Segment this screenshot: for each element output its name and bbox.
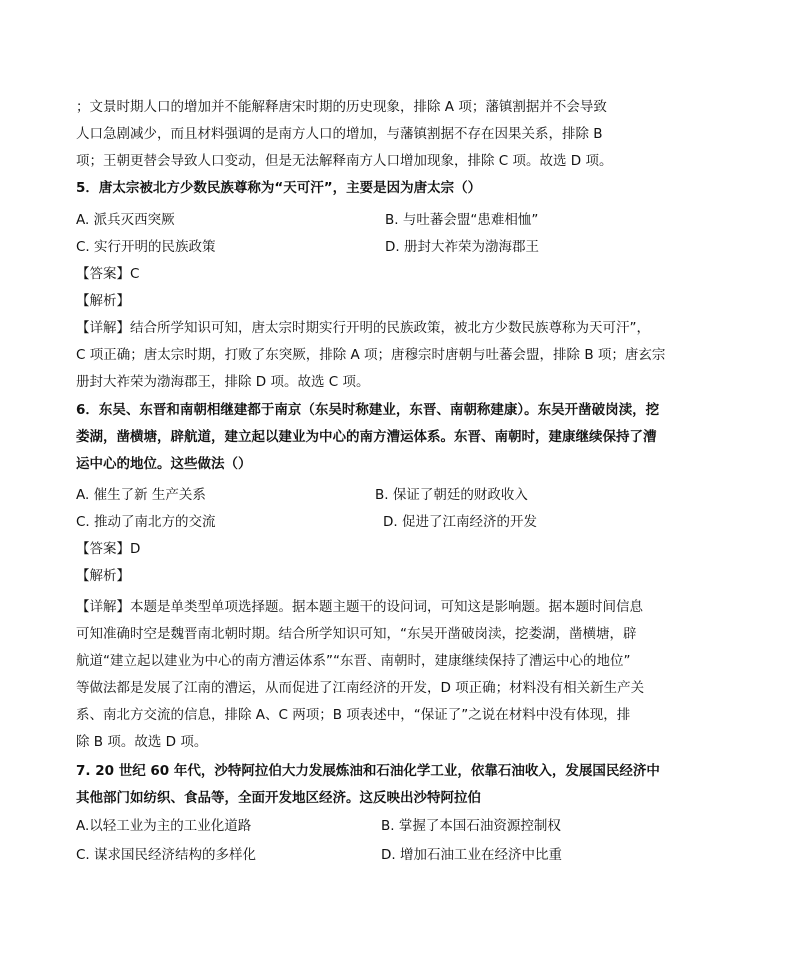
q5-option-c: C. 实行开明的民族政策: [76, 239, 216, 255]
q7-option-c: C. 谋求国民经济结构的多样化: [76, 847, 257, 863]
q6-option-a: A. 催生了新 生产关系: [76, 487, 206, 503]
q7-option-b: B. 掌握了本国石油资源控制权: [381, 818, 561, 834]
q5-option-a: A. 派兵灭西突厥: [76, 212, 175, 228]
q6-detail-line: 等做法都是发展了江南的漕运，从而促进了江南经济的开发，D 项正确；材料没有相关新生产关: [76, 680, 645, 696]
q7-option-a: A.以轻工业为主的工业化道路: [76, 818, 252, 834]
q6-detail-line: 【详解】本题是单类型单项选择题。据本题主题干的设问词，可知这是影响题。据本题时间信息: [76, 599, 643, 615]
q5-answer: 【答案】C: [76, 266, 140, 282]
q6-detail-line: 系、南北方交流的信息，排除 A、C 两项；B 项表述中，“保证了”之说在材料中没有体现，排: [76, 707, 631, 723]
text-line: 项；王朝更替会导致人口变动，但是无法解释南方人口增加现象，排除 C 项。故选 D 项。: [76, 153, 613, 169]
q5-option-d: D. 册封大祚荣为渤海郡王: [385, 239, 539, 255]
text-line: ；文景时期人口的增加并不能解释唐宋时期的历史现象，排除 A 项；藩镇割据并不会导致: [76, 99, 607, 115]
q5-detail-line: C 项正确；唐太宗时期，打败了东突厥，排除 A 项；唐穆宗时唐朝与吐蕃会盟，排除 B 项；唐玄宗: [76, 347, 666, 363]
question-6-stem: 娄湖，凿横塘，辟航道，建立起以建业为中心的南方漕运体系。东晋、南朝时，建康继续保持了漕: [76, 429, 657, 445]
q6-option-d: D. 促进了江南经济的开发: [383, 514, 537, 530]
q6-analysis-heading: 【解析】: [76, 568, 130, 584]
q7-option-d: D. 增加石油工业在经济中比重: [381, 847, 562, 863]
q6-detail-line: 可知准确时空是魏晋南北朝时期。结合所学知识可知，“东吴开凿破岗渎，挖娄湖，凿横塘，辟: [76, 626, 637, 642]
q6-detail-line: 航道“建立起以建业为中心的南方漕运体系”“东晋、南朝时，建康继续保持了漕运中心的地位”: [76, 653, 631, 669]
q6-option-c: C. 推动了南北方的交流: [76, 514, 216, 530]
text-line: 人口急剧减少，而且材料强调的是南方人口的增加，与藩镇割据不存在因果关系，排除 B: [76, 126, 603, 142]
question-6-stem: 6．东吴、东晋和南朝相继建都于南京（东吴时称建业，东晋、南朝称建康）。东吴开凿破岗渎，挖: [76, 402, 660, 418]
question-7-stem: 7. 20 世纪 60 年代，沙特阿拉伯大力发展炼油和石油化学工业，依靠石油收入，发展国民经济中: [76, 763, 660, 779]
question-7-stem: 其他部门如纺织、食品等，全面开发地区经济。这反映出沙特阿拉伯: [76, 790, 481, 806]
question-6-stem: 运中心的地位。这些做法（）: [76, 456, 252, 472]
q5-detail-line: 册封大祚荣为渤海郡王，排除 D 项。故选 C 项。: [76, 374, 370, 390]
q6-detail-line: 除 B 项。故选 D 项。: [76, 734, 208, 750]
q5-analysis-heading: 【解析】: [76, 293, 130, 309]
q5-detail-line: 【详解】结合所学知识可知，唐太宗时期实行开明的民族政策，被北方少数民族尊称为天可汗”，: [76, 320, 650, 336]
q5-option-b: B. 与吐蕃会盟“患难相恤”: [385, 212, 539, 228]
q6-answer: 【答案】D: [76, 541, 141, 557]
question-5-stem: 5．唐太宗被北方少数民族尊称为“天可汗”，主要是因为唐太宗（）: [76, 180, 482, 196]
q6-option-b: B. 保证了朝廷的财政收入: [375, 487, 528, 503]
